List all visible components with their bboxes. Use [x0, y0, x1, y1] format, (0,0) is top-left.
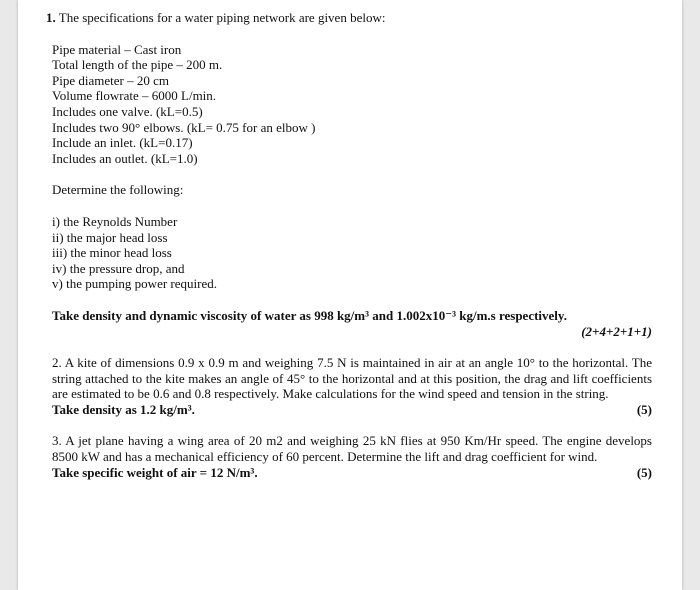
- determine-heading: Determine the following:: [52, 182, 184, 198]
- question-3-marks: (5): [636, 464, 652, 480]
- spec-item: Volume flowrate – 6000 L/min.: [52, 88, 217, 104]
- task-item: iii) the minor head loss: [52, 245, 172, 261]
- spec-item: Includes two 90° elbows. (kL= 0.75 for an elbow ): [52, 119, 316, 135]
- question-2-given: Take density as 1.2 kg/m³.: [52, 401, 195, 417]
- spec-item: Include an inlet. (kL=0.17): [52, 135, 193, 151]
- question-2-text: 2. A kite of dimensions 0.9 x 0.9 m and weighing 7.5 N is maintained in air at an angle 10° to the horizontal. The string attached to the kite makes an angle of 45° to the horizontal and at this position, the drag and lift coefficients are estimated to be 0.6 and 0.8 respectively. Make calculations for the wind speed and tension in the string.: [52, 355, 652, 402]
- question-3-text: 3. A jet plane having a wing area of 20 m2 and weighing 25 kN flies at 950 Km/Hr speed. The engine develops 8500 kW and has a mechanical efficiency of 60 percent. Determine the lift and drag coefficient for wind.: [52, 433, 652, 465]
- task-item: iv) the pressure drop, and: [52, 260, 185, 276]
- question-3-given: Take specific weight of air = 12 N/m³.: [52, 464, 258, 480]
- task-list: [52, 214, 652, 292]
- question-1-intro: The specifications for a water piping network are given below:: [58, 10, 386, 25]
- question-1-heading: [46, 10, 652, 26]
- spec-item: Includes an outlet. (kL=1.0): [52, 150, 198, 166]
- task-item: ii) the major head loss: [52, 229, 168, 245]
- spec-item: Pipe diameter – 20 cm: [52, 72, 169, 88]
- spec-item: Includes one valve. (kL=0.5): [52, 103, 203, 119]
- question-2-marks: (5): [636, 401, 652, 417]
- question-1-number: 1.: [46, 10, 56, 25]
- spec-list: [52, 42, 652, 167]
- document-content: [46, 4, 652, 480]
- document-page: [18, 0, 682, 590]
- question-1-given: Take density and dynamic viscosity of water as 998 kg/m³ and 1.002x10⁻³ kg/m.s respectively.: [52, 307, 567, 323]
- task-item: v) the pumping power required.: [52, 276, 217, 292]
- question-1-marks: (2+4+2+1+1): [581, 323, 652, 339]
- task-item: i) the Reynolds Number: [52, 213, 178, 229]
- question-3-footer: [52, 465, 652, 481]
- spec-item: Total length of the pipe – 200 m.: [52, 57, 223, 73]
- question-2-footer: [52, 402, 652, 418]
- spec-item: Pipe material – Cast iron: [52, 41, 182, 57]
